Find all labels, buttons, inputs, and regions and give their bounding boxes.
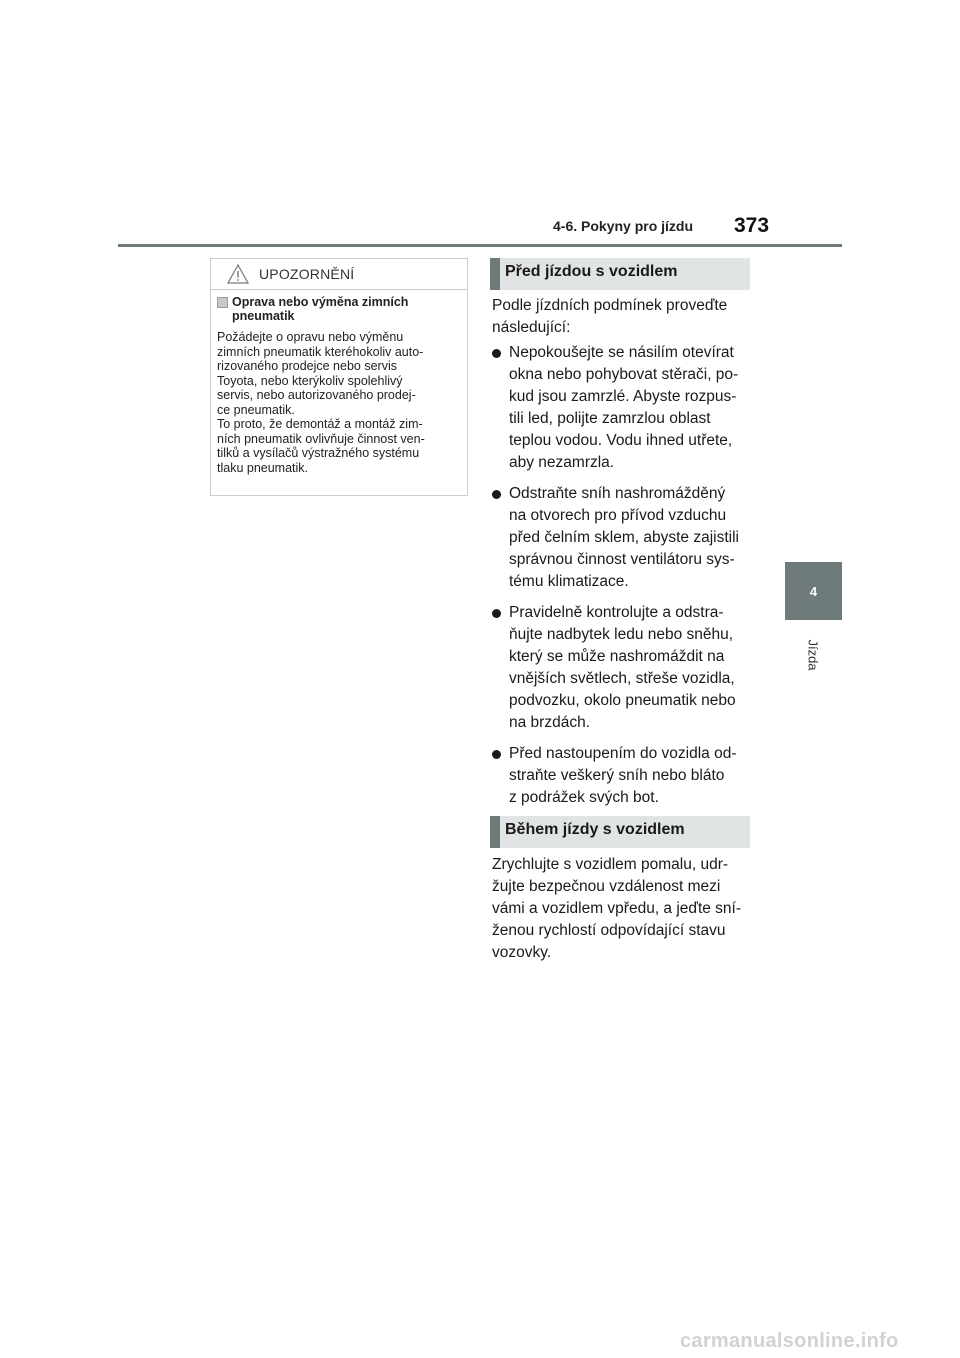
warning-text-line: servis, nebo autorizovaného prodej- [217,388,416,402]
warning-text [217,330,461,475]
list-item-line: na otvorech pro přívod vzduchu [509,507,727,524]
list-item [492,602,754,734]
list-item-line: okna nebo pohybovat stěrači, po- [509,366,739,383]
list-item-line: Pravidelně kontrolujte a odstra- [509,604,724,621]
warning-text-line: To proto, že demontáž a montáž zim- [217,417,423,431]
header-section-title: 4-6. Pokyny pro jízdu [553,218,694,234]
section-paragraph [492,854,754,964]
list-item-line: Před nastoupením do vozidla od- [509,745,737,762]
paragraph-line: žujte bezpečnou vzdálenost mezi [492,878,721,895]
list-item-line: Nepokoušejte se násilím otevírat [509,344,734,361]
warning-subheading-text: Oprava nebo výměna zimních pneumatik [232,295,409,323]
warning-text-line: ních pneumatik ovlivňuje činnost ven- [217,431,425,446]
list-item-line: podvozku, okolo pneumatik nebo [509,692,736,709]
list-item-line: aby nezamrzla. [509,454,615,471]
list-item-line: Odstraňte sníh nashromážděný [509,485,726,502]
list-item-line: správnou činnost ventilátoru sys- [509,551,735,568]
section-intro [492,295,754,339]
chapter-tab [785,562,842,620]
bullet-dot-icon [492,349,501,358]
list-item-line: straňte veškerý sníh nebo bláto [509,767,725,784]
list-item-line: teplou vodou. Vodu ihned utřete, [509,432,733,449]
chapter-number: 4 [809,583,818,599]
header-rule [118,244,842,247]
intro-line: následující: [492,319,571,336]
warning-text-line: tilků a vysílačů výstražného systému [217,446,420,460]
bullet-dot-icon [492,490,501,499]
warning-box [210,258,468,496]
list-item-line: ňujte nadbytek ledu nebo sněhu, [509,626,734,643]
warning-subheading [217,295,461,323]
paragraph-line: ženou rychlostí odpovídající stavu [492,922,726,939]
list-item-line: před čelním sklem, abyste zajistili [509,529,739,546]
section-heading-before-driving: Před jízdou s vozidlem [490,258,750,290]
warning-text-line: Toyota, nebo kterýkoliv spolehlivý [217,373,403,388]
warning-title: UPOZORNĚNÍ [259,266,355,282]
list-item-line: tému klimatizace. [509,573,629,590]
warning-text-line: zimních pneumatik kteréhokoliv auto- [217,344,424,359]
list-item-line: vnějších světlech, střeše vozidla, [509,670,735,687]
warning-text-line: rizovaného prodejce nebo servis [217,359,397,373]
warning-text-line: tlaku pneumatik. [217,460,309,475]
warning-text-line: Požádejte o opravu nebo výměnu [217,330,404,344]
square-bullet-icon [217,297,228,308]
watermark-text: carmanualsonline.info [680,1330,899,1352]
intro-line: Podle jízdních podmínek proveďte [492,297,728,314]
warning-text-line: ce pneumatik. [217,402,295,417]
paragraph-line: vozovky. [492,944,552,961]
list-item-line: na brzdách. [509,714,590,731]
list-item [492,483,754,593]
page-number: 373 [734,214,770,237]
list-item [492,743,754,809]
section-heading-while-driving: Během jízdy s vozidlem [490,816,750,848]
list-item-line: kud jsou zamrzlé. Abyste rozpus- [509,388,737,405]
list-item-line: tili led, polijte zamrzlou oblast [509,410,711,427]
bullet-dot-icon [492,609,501,618]
paragraph-line: Zrychlujte s vozidlem pomalu, udr- [492,856,729,873]
bullet-dot-icon [492,750,501,759]
bullet-list [492,342,754,818]
chapter-title: Jízda [805,639,821,671]
paragraph-line: vámi a vozidlem vpředu, a jeďte sní- [492,900,742,917]
list-item [492,342,754,474]
warning-triangle-icon [226,263,250,285]
warning-body [211,290,467,475]
list-item-line: z podrážek svých bot. [509,789,659,806]
list-item-line: který se může nashromáždit na [509,648,725,665]
warning-header [211,259,467,290]
